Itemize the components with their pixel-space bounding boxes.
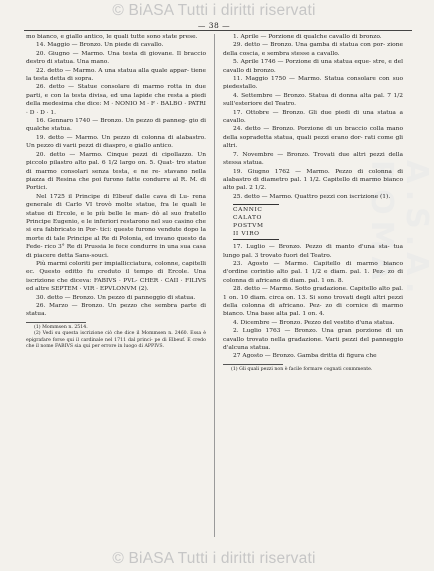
- entry-paragraph: 7. Novembre — Bronzo. Trovati due altri pezzi della stessa statua.: [223, 151, 403, 167]
- entry-paragraph: 4. Settembre — Bronzo. Statua di donna alta pal. 7 1/2 sull'esteriore del Teatro.: [223, 92, 403, 108]
- left-column: [26, 33, 206, 350]
- entry-paragraph: mo bianco, e giallo antico, le quali tutte sono state prese.: [26, 34, 198, 40]
- entry-paragraph: 30. detto — Bronzo. Un pezzo di panneggio di statua.: [36, 294, 196, 301]
- entry-paragraph: 29. detto — Bronzo. Una gamba di statua con por- zione della coscia, e sembra stesse a cavallo.: [223, 42, 403, 57]
- entry-paragraph: 28. detto — Marmo. Sotto gradazione. Capitello alto pal. 1 on. 10 diam. circa on. 13. Si sono trovati degli altri pezzi della colonna di africano. Pez- zo di cornice di marmo bianco. Una base alta pal. 1 on. 4.: [223, 286, 403, 318]
- entry-paragraph: 2. Luglio 1763 — Bronzo. Una gran porzione di un cavallo trovato nella gradazione. Varii pezzi del panneggio d'alcuna statua.: [223, 328, 403, 351]
- entry-paragraph: 17. Ottobre — Bronzo. Gli due piedi di una statua a cavallo.: [223, 109, 403, 125]
- entry-paragraph: 16. Gennaro 1740 — Bronzo. Un pezzo di panneg- gio di qualche statua.: [26, 118, 206, 133]
- entry-paragraph: 26. Marzo — Bronzo. Un pezzo che sembra parte di statua.: [26, 303, 206, 318]
- entry-paragraph: 22. detto — Marmo. A una statua alla quale appar- tiene la testa detta di sopra.: [26, 67, 206, 83]
- footnote-rule: [26, 322, 86, 323]
- inscription-block: [233, 204, 279, 240]
- footnote: (1) Gli quali pezzi non è facile formare cognati conmmente.: [231, 366, 373, 372]
- watermark-top: © BiASA Tutti i diritti riservati: [112, 2, 316, 19]
- header-rule: [24, 30, 412, 31]
- right-column: [223, 33, 403, 373]
- column-gutter: [214, 34, 215, 537]
- footnote: (1) Mommsen n. 2514.: [34, 324, 88, 330]
- entry-paragraph: 11. Maggio 1750 — Marmo. Statua consolare con suo piedestallo.: [223, 76, 403, 91]
- watermark-bottom: © BiASA Tutti i diritti riservati: [112, 550, 316, 567]
- entry-paragraph: 4. Dicembre — Bronzo. Pezzo del vestito d'una statua.: [233, 319, 395, 326]
- inscription-line: POSTVM: [233, 223, 264, 230]
- inscription-line: CALATO: [233, 215, 262, 222]
- entry-paragraph: 26. detto — Statue consolare di marmo rotta in due parti, e con la testa divisa, ed una lapide che resta a piedi della medesima che dice: M · NONIO M · F · BALBO · PATRI · D · D · 1.: [26, 84, 206, 116]
- entry-paragraph: 20. detto — Marmo. Cinque pezzi di cipollazzo. Un piccolo pilastro alto pal. 6 1/2 largo on. 5. Quat- tro statue di marmo consolari senza testa, e ne re- stavano nella piazza di Resina che poi furono fatte condurre al R. M. di Portici.: [26, 151, 206, 192]
- entry-paragraph: 23. Agosto — Marmo. Capitello di marmo bianco d'ordine corintio alto pal. 1 1/2 e diam. pal. 1. Pez- zo di colonna di africano di diam. pal. 1 on. 8.: [223, 260, 403, 284]
- entry-paragraph: 27 Agosto — Bronzo. Gamba dritta di figura che: [233, 353, 377, 360]
- entry-paragraph: 25. detto — Marmo. Quattro pezzi con iscrizione (1).: [233, 193, 391, 200]
- entry-paragraph: Nel 1725 il Principe di Elbeuf dalle cava di Lu- rena generale di Carlo VI trovò molte statue, fra le quali le statue di Ercole, e le più belle le man- dò al suo fratello Principe Eugenio, e le inferiori restarono nel suo casino che si era fabbricato in Por- tici: queste furono vendute dopo la morte di tale Principe al Re di Polonia, ed invano questo da Fede- rico 3° Re di Prussia le fece condurre in una sua casa di piacere detta Sans-souci.: [26, 193, 206, 259]
- entry-paragraph: 19. detto — Marmo. Un pezzo di colonna di alabastro. Un pezzo di varii pezzi di diaspro, e giallo antico.: [26, 134, 206, 150]
- entry-paragraph: 24. detto — Bronzo. Porzione di un braccio colla mano della sopradetta statua, quali pezzi erano dor- rati come gli altri.: [223, 126, 403, 150]
- footnote: (2) Vedi su questa iscrizione ciò che dice il Mommsen n. 2460. Essa è epigrafare forse qui il cardinale nel 1711 dal princi- pe di Elbeuf. E credo che il nome FABIVS sia qui per errore in luogo di APPIVS.: [26, 331, 206, 350]
- entry-paragraph: 14. Maggio — Bronzo. Un piede di cavallo.: [36, 42, 164, 49]
- entry-paragraph: 19. Giugno 1762 — Marmo. Pezzo di colonna di alabastro di diametro pal. 1 1/2. Capitello di marmo bianco alto pal. 2 1/2.: [223, 168, 403, 192]
- entry-paragraph: 1. Aprile — Porzione di qualche cavallo di bronzo.: [233, 34, 382, 40]
- entry-paragraph: 17. Luglio — Bronzo. Pezzo di manto d'una sta- tua lungo pal. 3 trovato fuori del Teatro.: [223, 244, 403, 259]
- entry-paragraph: 20. Giugno — Marmo. Una testa di giovane. Il braccio destro di statua. Una mano.: [26, 50, 206, 66]
- library-seal-watermark: A.S.A. ROMA: [364, 160, 434, 300]
- inscription-line: CANNIC: [233, 207, 263, 214]
- entry-paragraph: 5. Aprile 1746 — Porzione di una statua eque- stre, e del cavallo di bronzo.: [223, 59, 403, 74]
- footnote-rule: [223, 364, 283, 365]
- entry-paragraph: Più marmi coloriti per impiallicciatura, colonne, capitelli ec. Questo editto fu creduto il tempo di Ercole. Una iscrizione che diceva: FABIVS · PVL- CHER · CAII · FILIVS ed altre SEPTEM · VIR · EPVLONVM (2).: [26, 260, 206, 293]
- inscription-line: II VIRO: [233, 231, 260, 238]
- page-number: — 38 —: [197, 21, 231, 30]
